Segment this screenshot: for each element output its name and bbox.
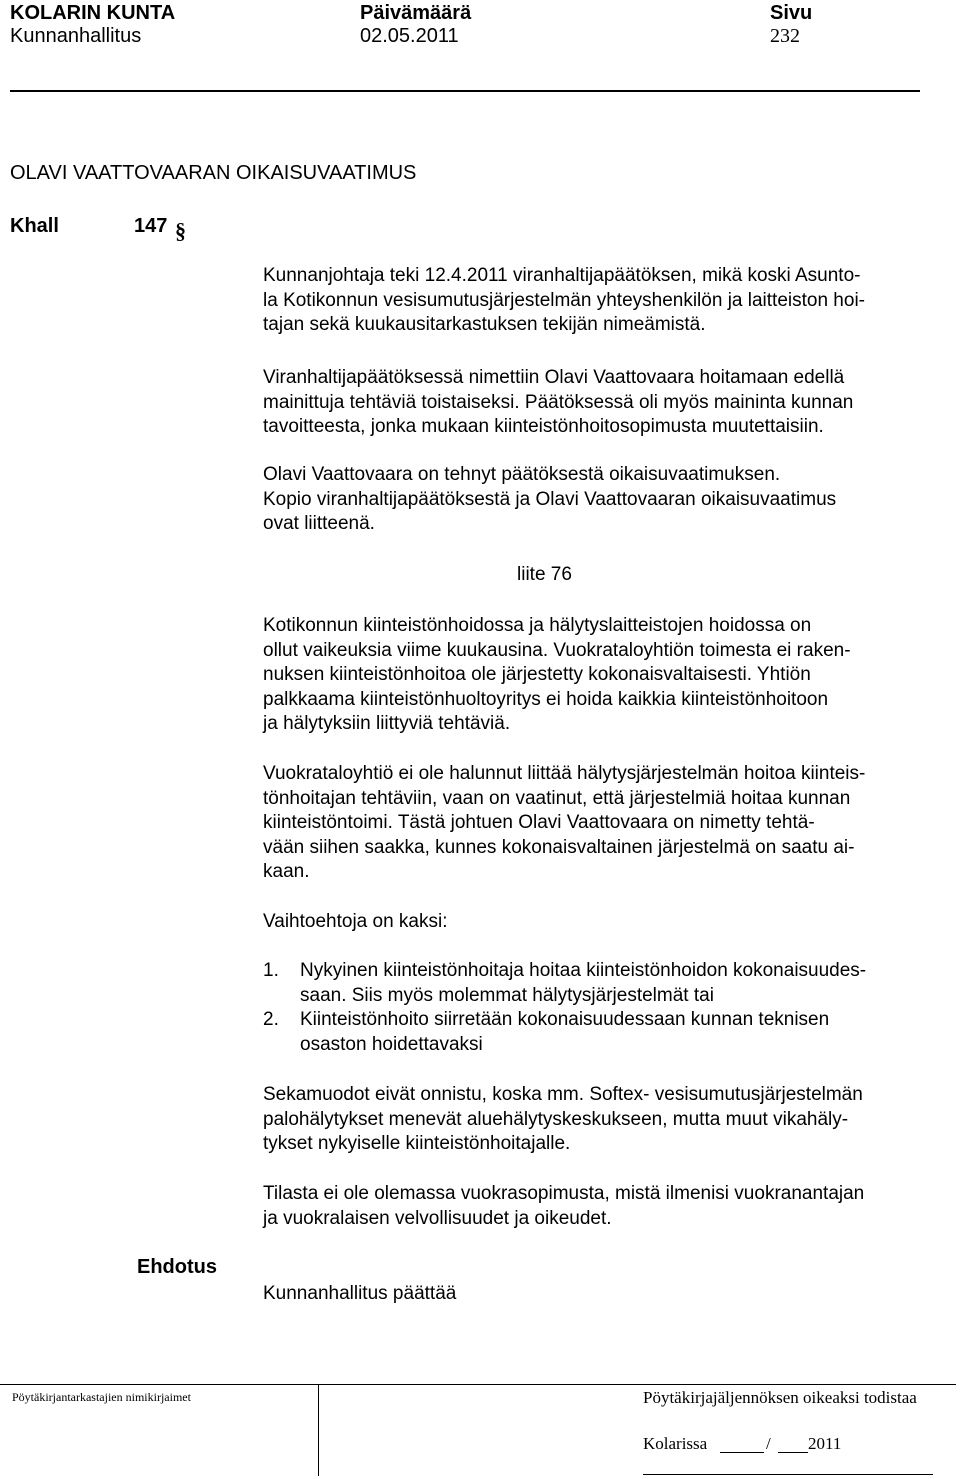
page-number: 232 [770, 25, 800, 47]
footer-initials-label: Pöytäkirjantarkastajien nimikirjaimet [12, 1390, 191, 1404]
footer-rule [0, 1384, 956, 1385]
footer-place: Kolarissa [643, 1434, 708, 1453]
paragraph-line: nuksen kiinteistönhoitoa ole järjestetty kokonaisvaltaisesti. Yhtiön [263, 664, 811, 685]
list-number: 1. [263, 960, 279, 981]
paragraph-line: ovat liitteenä. [263, 513, 375, 534]
date-label: Päivämäärä [360, 2, 472, 24]
footer-divider [318, 1384, 319, 1476]
paragraph-line: palkkaama kiinteistönhuoltoyritys ei hoida kaikkia kiinteistönhoitoon [263, 688, 829, 710]
paragraph-line: kaan. [263, 861, 310, 882]
paragraph-line: Tilasta ei ole olemassa vuokrasopimusta, mistä ilmenisi vuokranantajan [263, 1183, 865, 1204]
paragraph-line: kiinteistöntoimi. Tästä johtuen Olavi Vaattovaara on nimetty tehtä- [263, 812, 815, 833]
paragraph-line: palohälytykset menevät aluehälytyskeskukseen, mutta muut vikahäly- [263, 1108, 849, 1130]
list-item-line: Nykyinen kiinteistönhoitaja hoitaa kiinteistönhoidon kokonaisuudes- [300, 960, 867, 981]
section-label: Khall [10, 215, 59, 237]
footer-signature-line [643, 1474, 933, 1475]
alternatives-intro: Vaihtoehtoja on kaksi: [263, 911, 448, 932]
proposal-label: Ehdotus [137, 1256, 217, 1278]
paragraph-1 [263, 264, 865, 338]
paragraph-line: Kopio viranhaltijapäätöksestä ja Olavi Vaattovaaran oikaisuvaatimus [263, 488, 837, 510]
paragraph-line: Kunnanjohtaja teki 12.4.2011 viranhaltijapäätöksen, mikä koski Asunto- [263, 265, 861, 286]
date-value: 02.05.2011 [360, 25, 459, 47]
list-item-line: osaston hoidettavaksi [300, 1033, 483, 1055]
paragraph-2 [263, 366, 853, 440]
paragraph-line: mainittuja tehtäviä toistaiseksi. Päätöksessä oli myös maininta kunnan [263, 391, 854, 413]
paragraph-line: tönhoitajan tehtäviin, vaan on vaatinut, että järjestelmiä hoitaa kunnan [263, 787, 851, 809]
paragraph-line: la Kotikonnun vesisumutusjärjestelmän yhteyshenkilön ja laitteiston hoi- [263, 289, 865, 311]
list-item-line: Kiinteistönhoito siirretään kokonaisuudessaan kunnan teknisen [300, 1009, 830, 1030]
paragraph-line: Vuokrataloyhtiö ei ole halunnut liittää hälytysjärjestelmän hoitoa kiinteis- [263, 763, 866, 784]
paragraph-line: ja hälytyksiin liittyviä tehtäviä. [263, 713, 511, 734]
footer-date-separator: / [766, 1434, 771, 1453]
list-item-line: saan. Siis myös molemmat hälytysjärjestelmät tai [300, 984, 714, 1006]
paragraph-line: Olavi Vaattovaara on tehnyt päätöksestä oikaisuvaatimuksen. [263, 464, 781, 485]
paragraph-7 [263, 1083, 863, 1157]
paragraph-8 [263, 1182, 864, 1231]
paragraph-line: tykset nykyiselle kiinteistönhoitajalle. [263, 1133, 571, 1154]
paragraph-line: Kotikonnun kiinteistönhoidossa ja hälytyslaitteistojen hoidossa on [263, 615, 812, 636]
paragraph-3 [263, 463, 836, 537]
footer-year: 2011 [808, 1434, 842, 1453]
paragraph-line: ja vuokralaisen velvollisuudet ja oikeudet. [263, 1207, 612, 1229]
header-rule [10, 90, 920, 92]
paragraph-line: tavoitteesta, jonka mukaan kiinteistönhoitosopimusta muutettaisiin. [263, 416, 824, 437]
document-title: OLAVI VAATTOVAARAN OIKAISUVAATIMUS [10, 162, 417, 184]
paragraph-5 [263, 762, 865, 885]
footer-month-blank [778, 1452, 808, 1453]
organization-name: KOLARIN KUNTA [10, 2, 176, 24]
paragraph-line: Viranhaltijapäätöksessä nimettiin Olavi Vaattovaara hoitamaan edellä [263, 367, 845, 388]
paragraph-4 [263, 614, 851, 737]
footer-day-blank [720, 1452, 764, 1453]
list-item [300, 959, 866, 1008]
list-item [300, 1008, 829, 1057]
paragraph-line: tajan sekä kuukausitarkastuksen tekijän nimeämistä. [263, 314, 706, 335]
paragraph-line: Sekamuodot eivät onnistu, koska mm. Softex- vesisumutusjärjestelmän [263, 1084, 863, 1105]
proposal-text: Kunnanhallitus päättää [263, 1283, 457, 1304]
section-number: 147 [134, 215, 168, 237]
paragraph-line: ollut vaikeuksia viime kuukausina. Vuokrataloyhtiön toimesta ei raken- [263, 639, 851, 661]
list-number: 2. [263, 1009, 279, 1030]
attachment-reference: liite 76 [517, 564, 572, 585]
body-name: Kunnanhallitus [10, 25, 142, 47]
paragraph-line: vään siihen saakka, kunnes kokonaisvaltainen järjestelmä on saatu ai- [263, 836, 855, 858]
page-label: Sivu [770, 2, 813, 24]
footer-certification-label: Pöytäkirjajäljennöksen oikeaksi todistaa [643, 1388, 917, 1407]
section-symbol: § [175, 218, 186, 243]
